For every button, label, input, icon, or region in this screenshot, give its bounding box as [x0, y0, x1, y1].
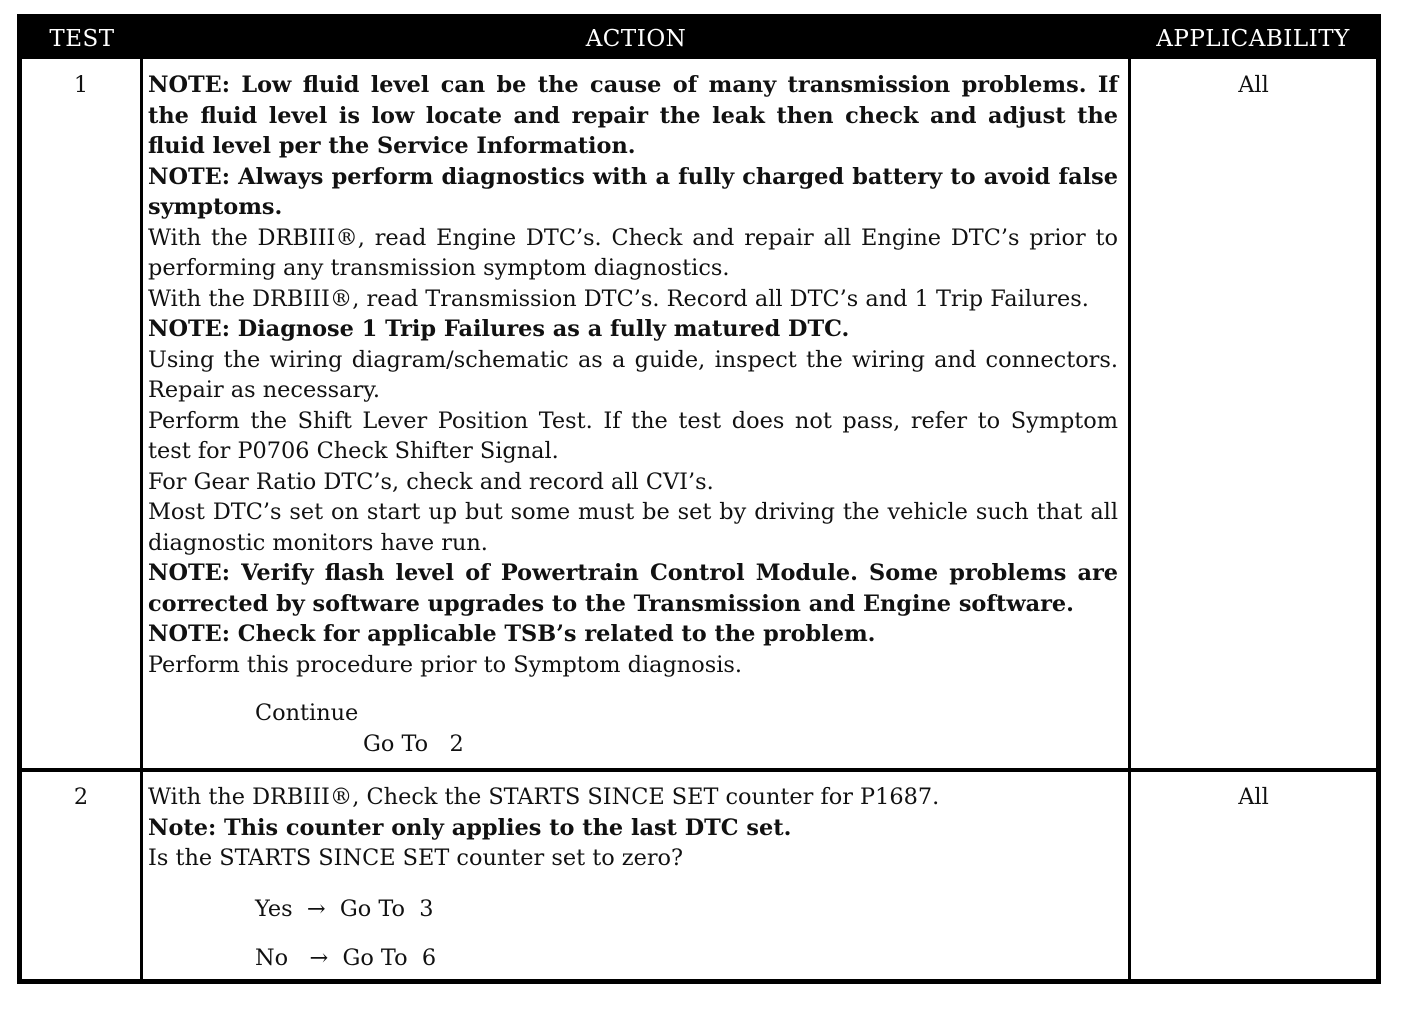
goto-target: 2 [449, 731, 464, 757]
no-goto-step-6[interactable] [255, 943, 436, 973]
no-label: No [255, 945, 289, 971]
continue-label: Continue [255, 700, 359, 726]
yes-goto-step-3[interactable] [255, 894, 434, 924]
row-1-test: 1 [73, 72, 89, 98]
header-applicability: APPLICABILITY [1156, 26, 1350, 52]
arrow-icon: → [306, 896, 326, 922]
instruction-line: With the DRBIII®, Check the STARTS SINCE SET counter for P1687. [148, 784, 940, 810]
note-line: NOTE: Low fluid level can be the cause of many transmission problems. If the fluid level is low locate and repair the leak then check and adjust the fluid level per the Service Information. [148, 72, 1118, 159]
header-test: TEST [49, 26, 115, 52]
instruction-line: With the DRBIII®, read Transmission DTC’s. Record all DTC’s and 1 Trip Failures. [148, 285, 1089, 312]
note-line: Note: This counter only applies to the last DTC set. [148, 814, 792, 841]
arrow-icon: → [309, 945, 329, 971]
row-2-test: 2 [73, 784, 89, 810]
instruction-line: Perform the Shift Lever Position Test. If the test does not pass, refer to Symptom test for P0706 Check Shifter Signal. [148, 407, 1118, 464]
note-line: NOTE: Always perform diagnostics with a fully charged battery to avoid false symptoms. [148, 163, 1118, 220]
instruction-line: Using the wiring diagram/schematic as a guide, inspect the wiring and connectors. Repair as necessary. [148, 346, 1118, 403]
row-1-applicability: All [1238, 72, 1269, 98]
question-line: Is the STARTS SINCE SET counter set to zero? [148, 845, 684, 871]
header-action: ACTION [585, 26, 687, 52]
instruction-line: Most DTC’s set on start up but some must be set by driving the vehicle such that all diagnostic monitors have run. [148, 499, 1118, 556]
note-line: NOTE: Verify flash level of Powertrain Control Module. Some problems are corrected by software upgrades to the Transmission and Engine software. [148, 560, 1118, 617]
instruction-line: Perform this procedure prior to Symptom diagnosis. [148, 651, 742, 678]
goto-target: 6 [421, 945, 437, 971]
table-header [22, 19, 1376, 59]
goto-label: Go To [342, 945, 408, 971]
row-1-action [148, 70, 1118, 680]
row-2-applicability: All [1238, 784, 1269, 810]
instruction-line: For Gear Ratio DTC’s, check and record all CVI’s. [148, 468, 714, 495]
column-divider [1128, 59, 1131, 979]
note-line: NOTE: Diagnose 1 Trip Failures as a fully matured DTC. [148, 316, 850, 342]
note-line: NOTE: Check for applicable TSB’s related to the problem. [148, 621, 876, 647]
goto-step-2[interactable] [363, 729, 464, 759]
column-divider [140, 59, 143, 979]
goto-label: Go To [363, 731, 429, 757]
instruction-line: With the DRBIII®, read Engine DTC’s. Check and repair all Engine DTC’s prior to performing any transmission symptom diagnostics. [148, 224, 1118, 281]
goto-label: Go To [339, 896, 406, 922]
row-divider [22, 768, 1376, 772]
goto-target: 3 [419, 896, 434, 922]
row-2-action [148, 782, 1118, 874]
yes-label: Yes [255, 896, 293, 922]
diagnostic-table [17, 14, 1381, 984]
